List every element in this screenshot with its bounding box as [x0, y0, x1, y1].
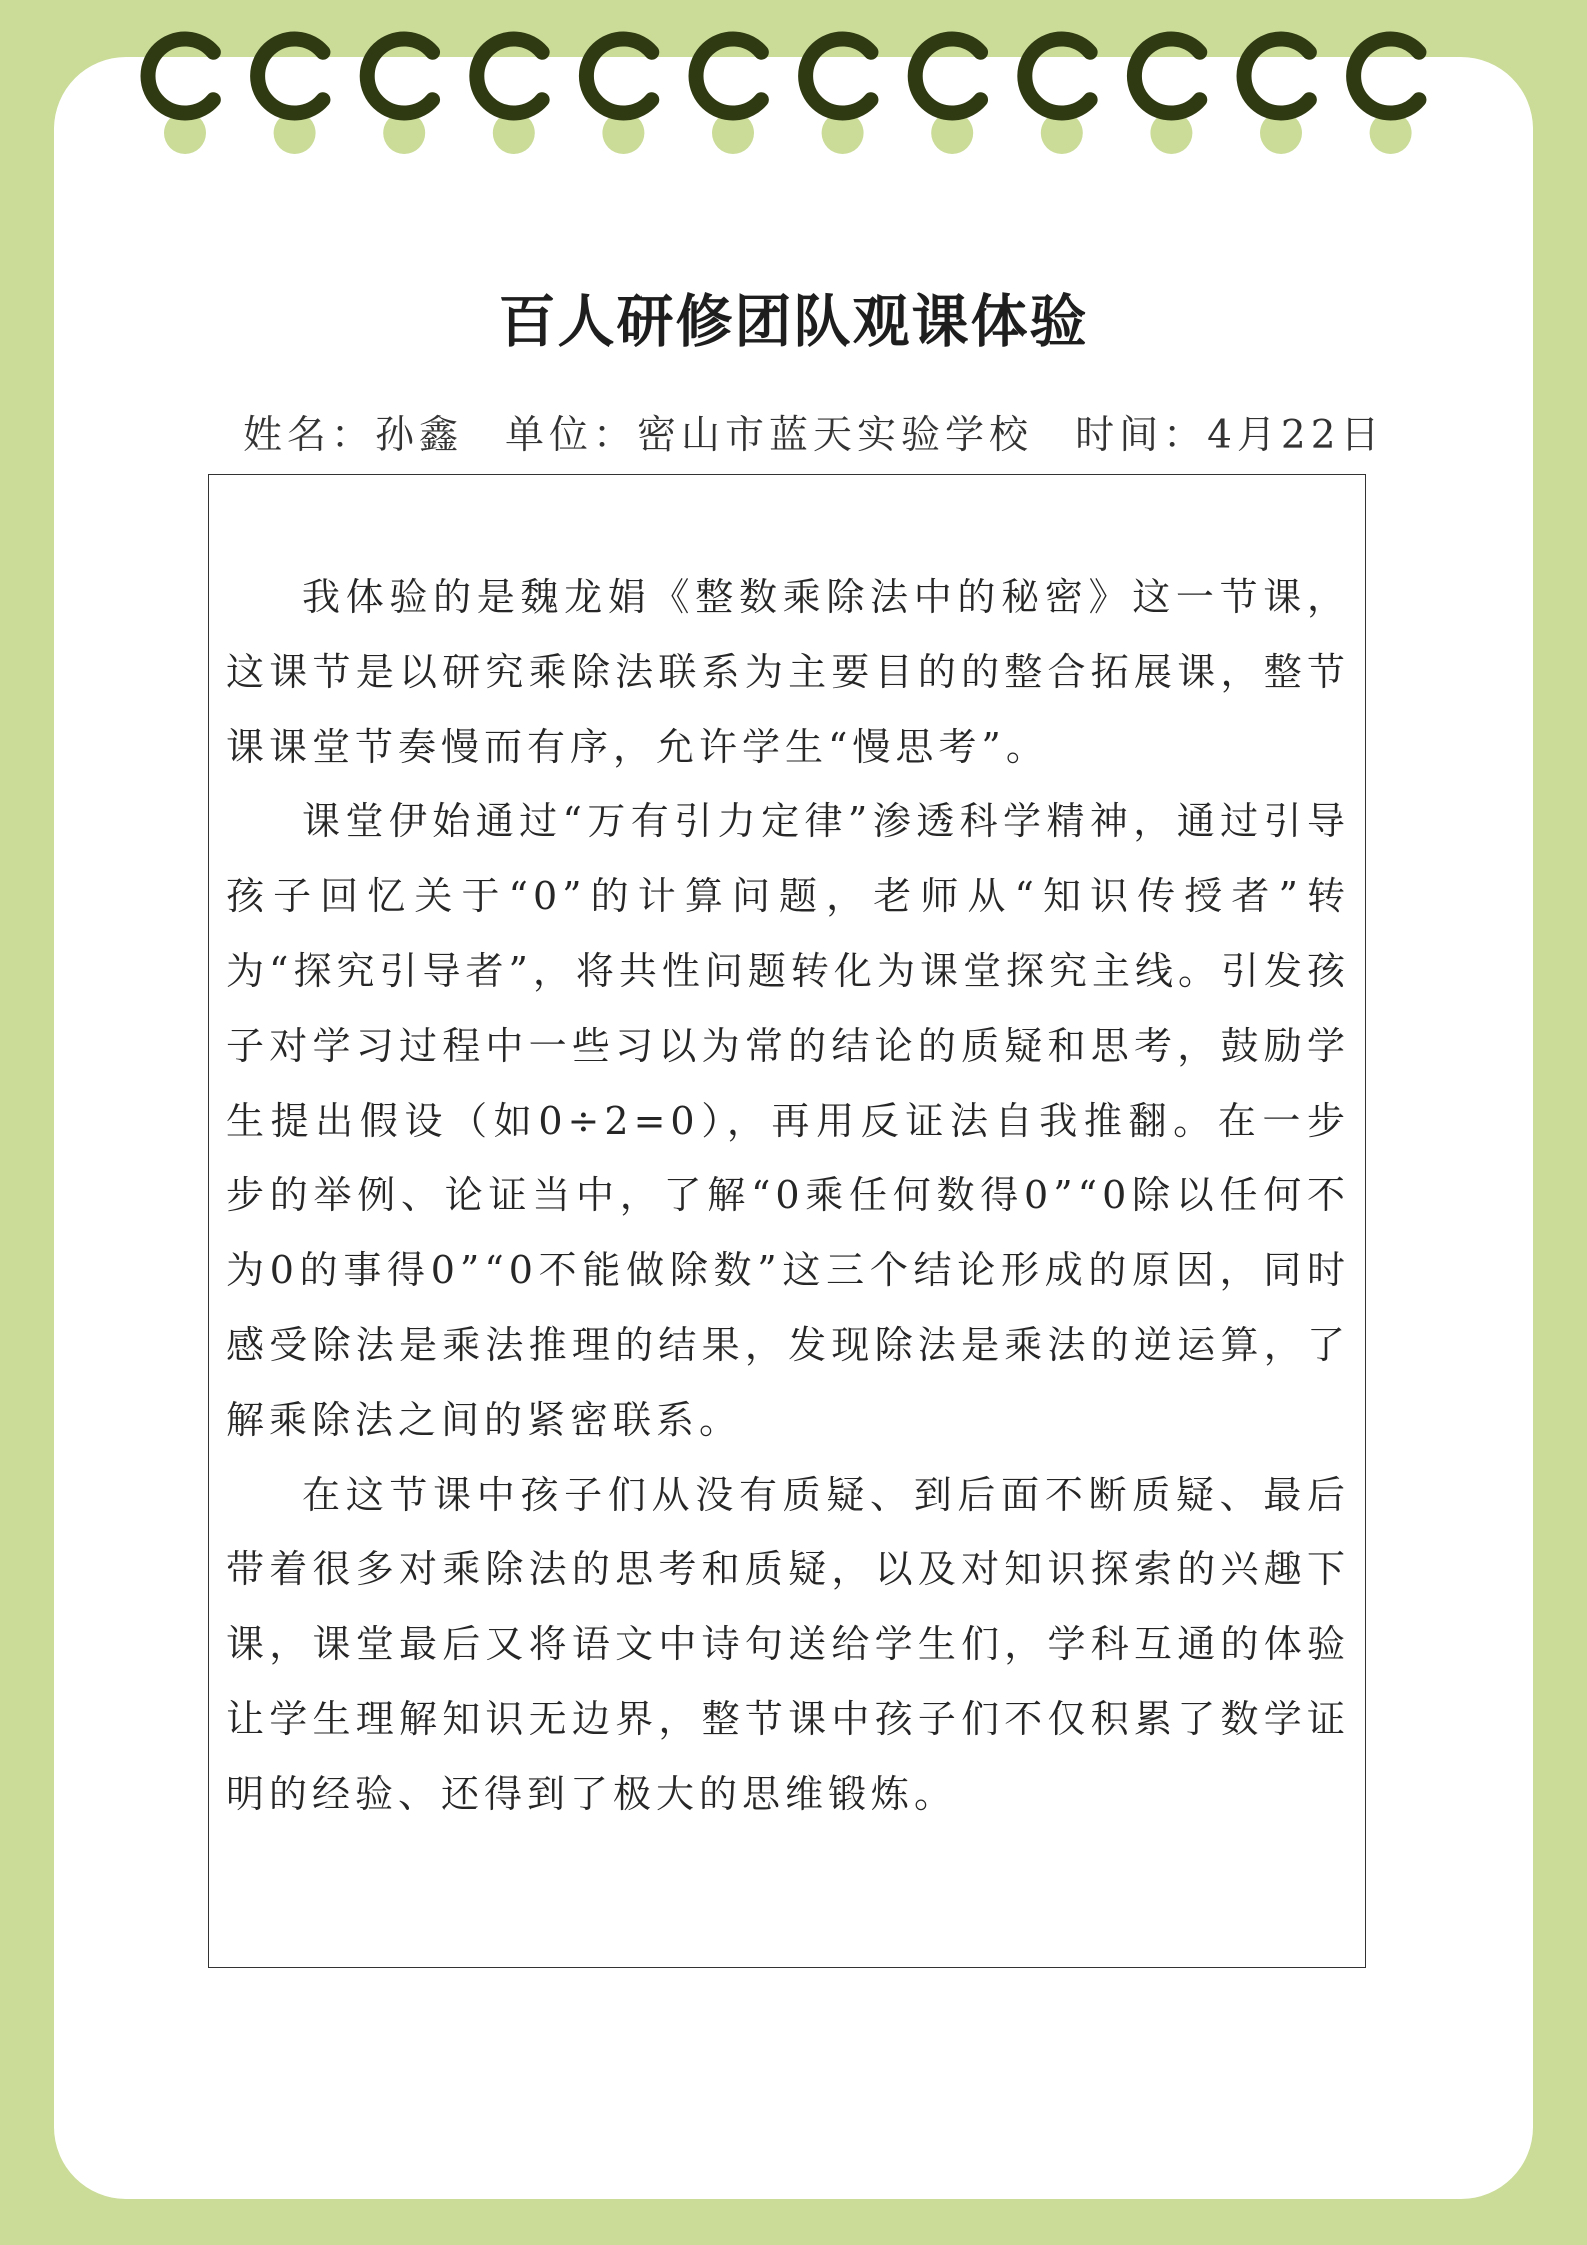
- paragraph-2: 课堂伊始通过“万有引力定律”渗透科学精神，通过引导孩子回忆关于“0”的计算问题，老师从“知识传授者”转为“探究引导者”，将共性问题转化为课堂探究主线。引发孩子对学习过程中一些习以为常的结论的质疑和思考，鼓励学生提出假设（如0÷2=0），再用反证法自我推翻。在一步步的举例、论证当中，了解“0乘任何数得0”“0除以任何不为0的事得0”“0不能做除数”这三个结论形成的原因，同时感受除法是乘法推理的结果，发现除法是乘法的逆运算，了解乘除法之间的紧密联系。: [226, 799, 1350, 1442]
- page-title: 百人研修团队观课体验: [498, 288, 1089, 355]
- author-name: 孙鑫: [375, 413, 464, 458]
- unit-label: 单位：: [505, 413, 638, 458]
- unit-name: 密山市蓝天实验学校: [637, 413, 1034, 458]
- content-box: [208, 474, 1366, 1968]
- name-label: 姓名：: [243, 413, 376, 458]
- author-info-line: [243, 404, 1383, 460]
- paragraph-1: 我体验的是魏龙娟《整数乘除法中的秘密》这一节课，这课节是以研究乘除法联系为主要目的的整合拓展课，整节课课堂节奏慢而有序，允许学生“慢思考”。: [226, 575, 1350, 769]
- date-value: 4月22日: [1207, 413, 1385, 458]
- content-body: [226, 560, 1350, 1832]
- paragraph-3: 在这节课中孩子们从没有质疑、到后面不断质疑、最后带着很多对乘除法的思考和质疑，以及对知识探索的兴趣下课，课堂最后又将语文中诗句送给学生们，学科互通的体验让学生理解知识无边界，整节课中孩子们不仅积累了数学证明的经验、还得到了极大的思维锻炼。: [226, 1472, 1350, 1816]
- time-label: 时间：: [1075, 413, 1208, 458]
